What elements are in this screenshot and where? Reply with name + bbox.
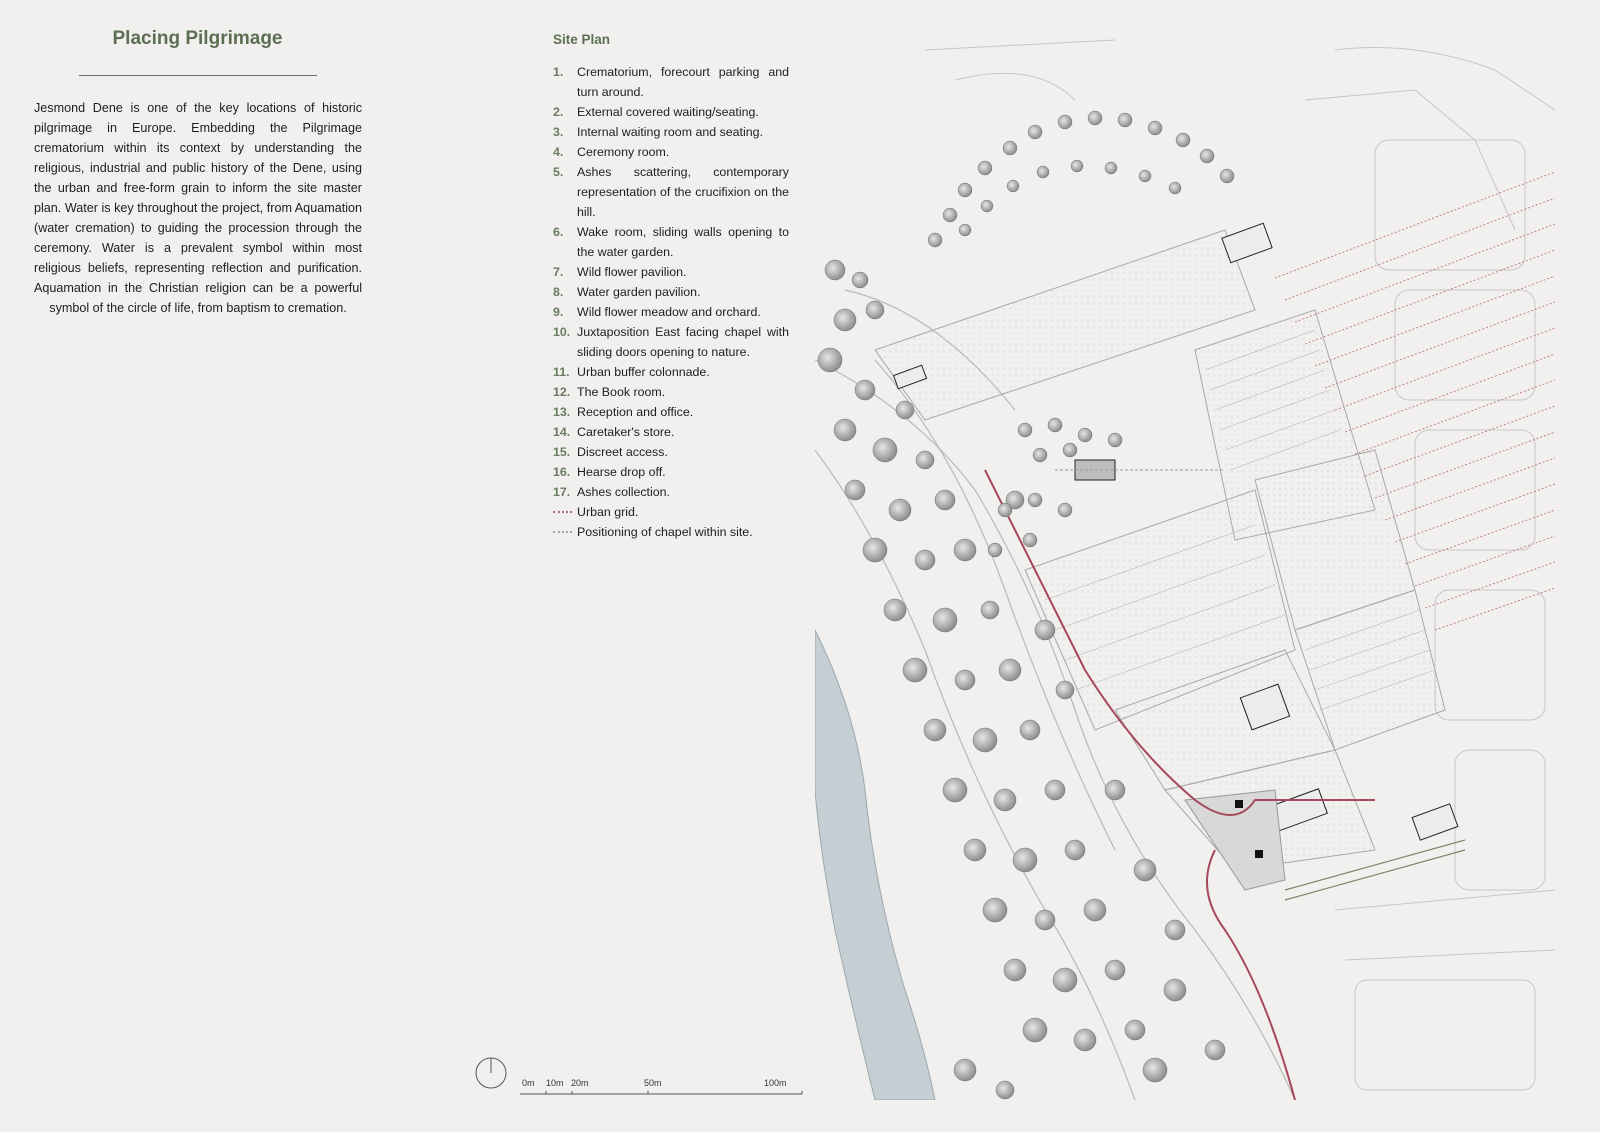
intro-title: Placing Pilgrimage (112, 28, 283, 49)
hill-marker (1255, 850, 1263, 858)
legend-number: 17. (553, 485, 571, 499)
scale-label: 20m (571, 1078, 589, 1088)
legend-item (553, 382, 789, 402)
urban-grid-swatch (553, 511, 572, 513)
legend-item (553, 162, 789, 222)
river (815, 630, 935, 1100)
legend-number: 13. (553, 405, 571, 419)
scale-label: 50m (644, 1078, 662, 1088)
legend-text: The Book room. (577, 385, 666, 399)
legend-item (553, 62, 789, 102)
legend-number: 14. (553, 425, 571, 439)
legend-text: Reception and office. (577, 405, 694, 419)
scale-label: 10m (546, 1078, 564, 1088)
tree-avenue (928, 111, 1234, 247)
scale-bar (474, 1058, 804, 1098)
legend-text: Water garden pavilion. (577, 285, 701, 299)
legend-item (553, 262, 789, 282)
legend-text: Crematorium, forecourt parking and turn around. (577, 65, 789, 99)
legend-text: Caretaker's store. (577, 425, 675, 439)
legend-text: Internal waiting room and seating. (577, 125, 763, 139)
legend-item (553, 482, 789, 502)
legend-text: Ashes scattering, contemporary representation of the crucifixion on the hill. (577, 165, 789, 219)
legend-key-urban-grid (553, 502, 789, 522)
legend-number: 5. (553, 165, 564, 179)
legend-item (553, 462, 789, 482)
scale-label: 0m (522, 1078, 535, 1088)
legend-key-chapel-position (553, 522, 789, 542)
legend-item (553, 322, 789, 362)
legend-text: Hearse drop off. (577, 465, 666, 479)
legend-text: Urban buffer colonnade. (577, 365, 710, 379)
legend-number: 9. (553, 305, 564, 319)
legend-number: 11. (553, 365, 570, 379)
legend-item (553, 222, 789, 262)
legend-item (553, 442, 789, 462)
legend-text: Wild flower pavilion. (577, 265, 687, 279)
legend-number: 12. (553, 385, 571, 399)
legend-number: 3. (553, 125, 564, 139)
legend-text: Ashes collection. (577, 485, 670, 499)
legend-number: 6. (553, 225, 564, 239)
site-plan-legend (553, 62, 789, 542)
scale-label: 100m (764, 1078, 787, 1088)
legend-number: 1. (553, 65, 564, 79)
legend-number: 15. (553, 445, 571, 459)
legend-text: Discreet access. (577, 445, 668, 459)
legend-text: Urban grid. (577, 505, 639, 519)
legend-item (553, 142, 789, 162)
legend-item (553, 122, 789, 142)
chapel-position-swatch (553, 531, 572, 533)
legend-number: 7. (553, 265, 564, 279)
legend-item (553, 302, 789, 322)
legend-item (553, 402, 789, 422)
legend-text: Wild flower meadow and orchard. (577, 305, 761, 319)
legend-number: 10. (553, 325, 571, 339)
legend-number: 16. (553, 465, 571, 479)
legend-number: 2. (553, 105, 564, 119)
legend-item (553, 102, 789, 122)
legend-item (553, 422, 789, 442)
legend-item (553, 362, 789, 382)
intro-paragraph: Jesmond Dene is one of the key locations of historic pilgrimage in Europe. Embedding the Pilgrimage crematorium within its context by understanding the religious, industrial and public history of the Dene, using the urban and free-form grain to inform the site master plan. Water is key throughout the project, from Aquamation (water cremation) to guiding the procession through the ceremony. Water is a prevalent symbol within most religious beliefs, representing reflection and purification. Aquamation in the Christian religion can be a powerful symbol of the circle of life, from baptism to cremation. (34, 101, 362, 315)
legend-item (553, 282, 789, 302)
legend-text: Ceremony room. (577, 145, 670, 159)
legend-text: External covered waiting/seating. (577, 105, 759, 119)
north-arrow-icon (474, 1056, 508, 1090)
legend-text: Positioning of chapel within site. (577, 525, 753, 539)
site-plan-drawing (815, 30, 1570, 1100)
legend-number: 8. (553, 285, 564, 299)
site-plan-heading: Site Plan (553, 32, 611, 47)
orchard-trees (988, 418, 1122, 557)
legend-text: Juxtaposition East facing chapel with sliding doors opening to nature. (577, 325, 789, 359)
title-rule (79, 75, 317, 76)
legend-number: 4. (553, 145, 564, 159)
hill-marker (1235, 800, 1243, 808)
legend-text: Wake room, sliding walls opening to the water garden. (577, 225, 789, 259)
